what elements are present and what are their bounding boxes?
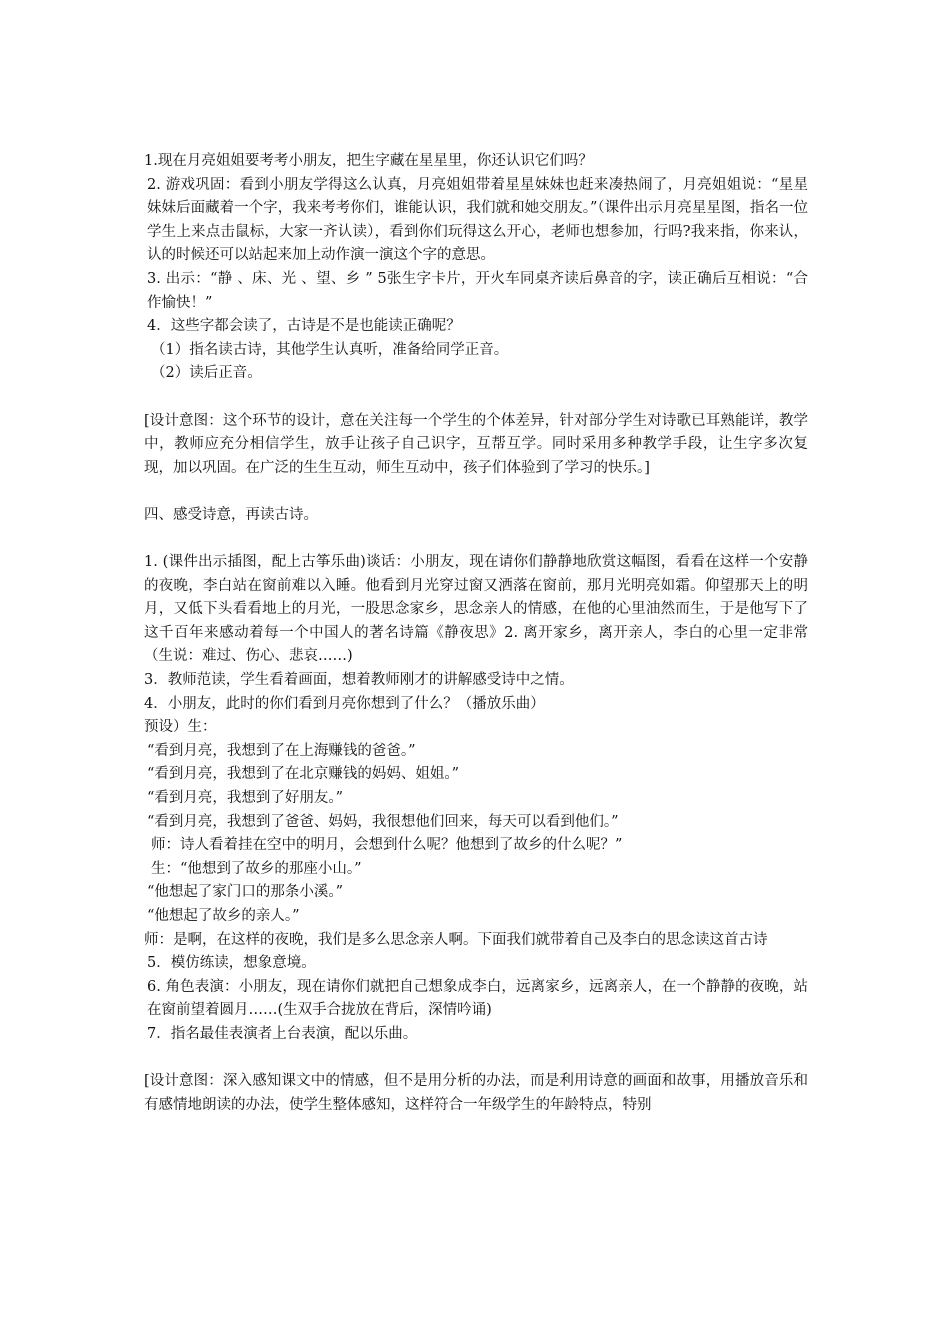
paragraph: （2）读后正音。 (151, 365, 262, 382)
paragraph: “看到月亮，我想到了爸爸、妈妈，我很想他们回来，每天可以看到他们。” (147, 813, 619, 830)
paragraph: 师：是啊，在这样的夜晚，我们是多么思念亲人啊。下面我们就带着自己及李白的思念读这首古诗 (144, 931, 768, 948)
paragraph: “他想起了家门口的那条小溪。” (147, 884, 344, 901)
paragraph: 生：“他想到了故乡的那座小山。” (151, 860, 362, 877)
paragraph: 四、感受诗意，再读古诗。 (144, 506, 318, 523)
paragraph: （1）指名读古诗，其他学生认真听，准备给同学正音。 (151, 341, 509, 358)
paragraph: 预设）生： (144, 719, 217, 736)
paragraph: “看到月亮，我想到了在北京赚钱的妈妈、姐姐。” (147, 766, 460, 783)
document-body (144, 150, 808, 1117)
paragraph: 5．模仿练读，想象意境。 (147, 955, 316, 972)
paragraph: 4．这些字都会读了，古诗是不是也能读正确呢？ (147, 318, 461, 335)
paragraph: 2. 游戏巩固：看到小朋友学得这么认真，月亮姐姐带着星星妹妹也赶来凑热闹了，月亮姐姐说：“星星妹妹后面藏着一个字，我来考考你们，谁能认识，我们就和她交朋友。”（课件出示月亮星星图，指名一位学生上来点击鼠标，大家一齐认读），看到你们玩得这么开心，老师也想参加，行吗?我来指，你来认，认的时候还可以站起来加上动作演一演这个字的意思。 (147, 176, 808, 264)
paragraph: 4．小朋友，此时的你们看到月亮你想到了什么？（播放乐曲） (144, 695, 545, 712)
paragraph: 3．教师范读，学生看着画面，想着教师刚才的讲解感受诗中之情。 (144, 672, 574, 689)
paragraph: 师：诗人看着挂在空中的明月，会想到什么呢？他想到了故乡的什么呢？” (151, 837, 623, 854)
paragraph: 1.现在月亮姐姐要考考小朋友，把生字藏在星星里，你还认识它们吗？ (144, 153, 593, 169)
blank-line (144, 480, 808, 504)
blank-line (144, 1047, 808, 1071)
paragraph: 1. (课件出示插图，配上古筝乐曲)谈话：小朋友，现在请你们静静地欣赏这幅图，看看在这样一个安静的夜晚，李白站在窗前难以入睡。他看到月光穿过窗又洒落在窗前，那月光明亮如霜。仰望那天上的明月，又低下头看看地上的月光，一股思念家乡，思念亲人的情感，在他的心里油然而生，于是他写下了这千百年来感动着每一个中国人的著名诗篇《静夜思》2. 离开家乡，离开亲人，李白的心里一定非常（生说：难过、伤心、悲哀……) (144, 554, 808, 665)
blank-line (144, 528, 808, 552)
blank-line (144, 386, 808, 410)
paragraph: [设计意图：这个环节的设计，意在关注每一个学生的个体差异，针对部分学生对诗歌已耳熟能详，教学中，教师应充分相信学生，放手让孩子自己识字，互帮互学。同时采用多种教学手段，让生字多次复现，加以巩固。在广泛的生生互动，师生互动中，孩子们体验到了学习的快乐。] (144, 412, 808, 476)
paragraph: “看到月亮，我想到了在上海赚钱的爸爸。” (147, 742, 416, 759)
paragraph: [设计意图：深入感知课文中的情感，但不是用分析的办法，而是利用诗意的画面和故事，用播放音乐和有感情地朗读的办法，使学生整体感知，这样符合一年级学生的年龄特点，特别 (144, 1073, 808, 1113)
paragraph: “他想起了故乡的亲人。” (147, 908, 300, 924)
paragraph: 6. 角色表演：小朋友，现在请你们就把自己想象成李白，远离家乡，远离亲人，在一个静静的夜晚，站在窗前望着圆月……(生双手合拢放在背后，深情吟诵) (147, 978, 808, 1019)
paragraph: “看到月亮，我想到了好朋友。” (147, 790, 344, 807)
paragraph: 7．指名最佳表演者上台表演，配以乐曲。 (147, 1025, 418, 1042)
paragraph: 3. 出示：“静 、床、光 、望、乡 ” 5张生字卡片，开火车同桌齐读后鼻音的字，读正确后互相说：“合作愉快！” (147, 270, 808, 311)
